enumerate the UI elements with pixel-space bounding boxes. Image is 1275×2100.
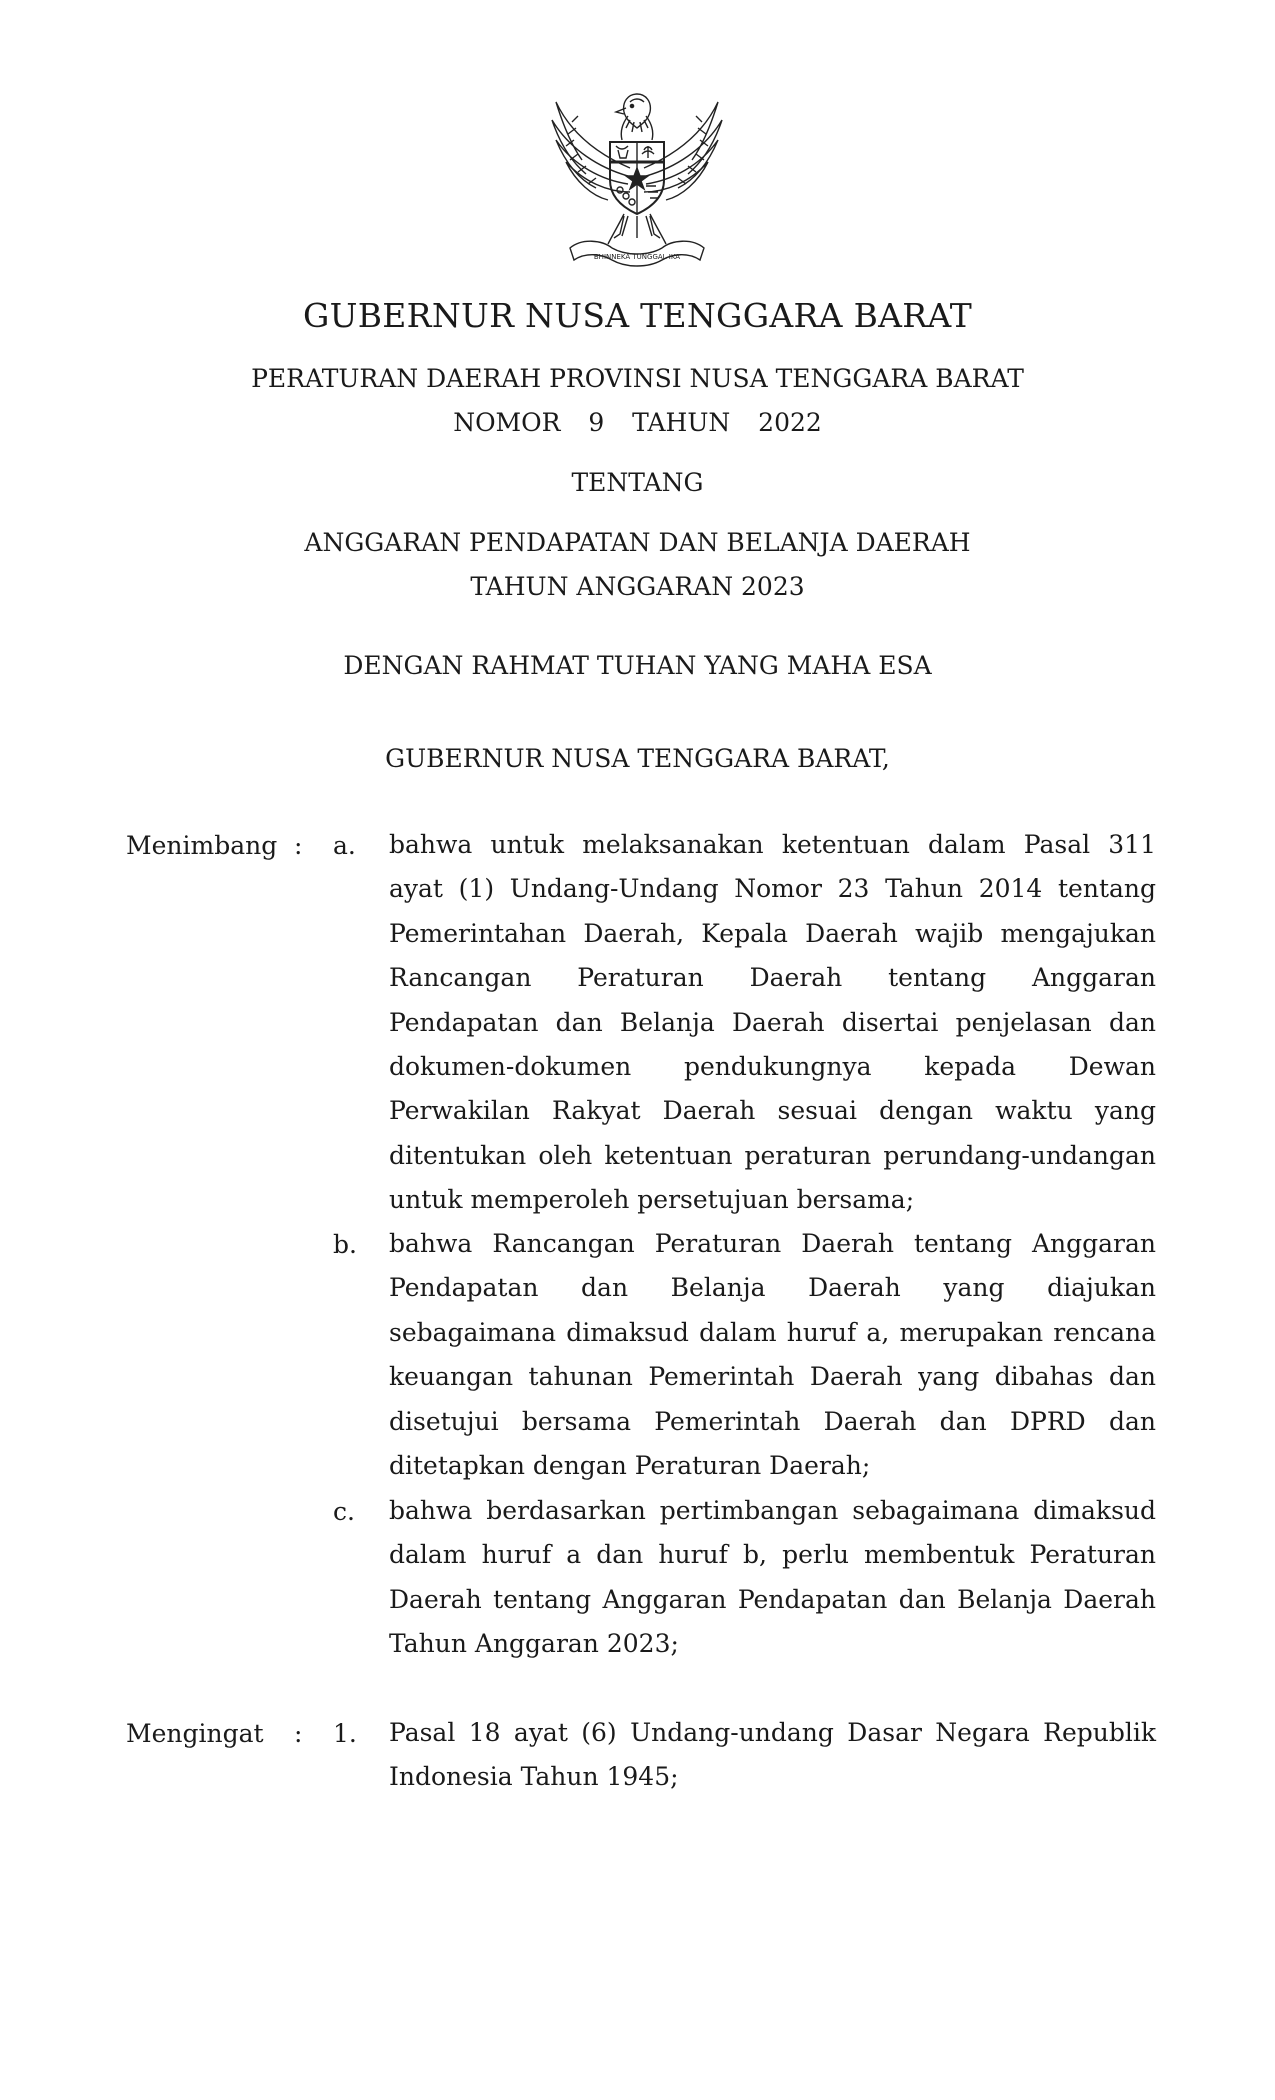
garuda-emblem-icon: [542, 76, 732, 272]
legal-basis-marker-1: 1.: [333, 1719, 357, 1748]
consideration-marker-b: b.: [333, 1230, 357, 1259]
emblem-motto: BHINNEKA TUNGGAL IKA: [593, 253, 681, 261]
consideration-text-a: bahwa untuk melaksanakan ketentuan dalam Pasal 311 ayat (1) Undang-Undang Nomor 23 Tahun 2014 tentang Pemerintahan Daerah, Kepala Daerah wajib mengajukan Rancangan Peraturan Daerah tentang Anggaran Pendapatan dan Belanja Daerah disertai penjelasan dan dokumen-dokumen pendukungnya kepada Dewan Perwakilan Rakyat Daerah sesuai dengan waktu yang ditentukan oleh ketentuan peraturan perundang-undangan untuk memperoleh persetujuan bersama;: [389, 830, 1156, 1215]
mengingat-label: Mengingat: [126, 1719, 264, 1748]
regulation-title: PERATURAN DAERAH PROVINSI NUSA TENGGARA BARAT: [251, 364, 1024, 393]
regulation-number: NOMOR 9 TAHUN 2022: [453, 408, 822, 437]
menimbang-label: Menimbang: [126, 831, 278, 860]
about-heading: TENTANG: [571, 468, 704, 497]
legal-basis-text-1: Pasal 18 ayat (6) Undang-undang Dasar Negara Republik Indonesia Tahun 1945;: [389, 1718, 1156, 1792]
governor-title: GUBERNUR NUSA TENGGARA BARAT: [302, 296, 973, 335]
governor-signature-title: GUBERNUR NUSA TENGGARA BARAT,: [385, 744, 890, 773]
consideration-marker-a: a.: [333, 831, 356, 860]
consideration-marker-c: c.: [333, 1497, 355, 1526]
mengingat-colon: :: [294, 1719, 303, 1748]
menimbang-colon: :: [294, 831, 303, 860]
consideration-text-c: bahwa berdasarkan pertimbangan sebagaimana dimaksud dalam huruf a dan huruf b, perlu membentuk Peraturan Daerah tentang Anggaran Pendapatan dan Belanja Daerah Tahun Anggaran 2023;: [389, 1496, 1156, 1659]
subject-line-2: TAHUN ANGGARAN 2023: [470, 572, 805, 601]
blessing-line: DENGAN RAHMAT TUHAN YANG MAHA ESA: [343, 651, 932, 680]
subject-line-1: ANGGARAN PENDAPATAN DAN BELANJA DAERAH: [304, 528, 971, 557]
consideration-text-b: bahwa Rancangan Peraturan Daerah tentang Anggaran Pendapatan dan Belanja Daerah yang diajukan sebagaimana dimaksud dalam huruf a, merupakan rencana keuangan tahunan Pemerintah Daerah yang dibahas dan disetujui bersama Pemerintah Daerah dan DPRD dan ditetapkan dengan Peraturan Daerah;: [389, 1229, 1156, 1481]
